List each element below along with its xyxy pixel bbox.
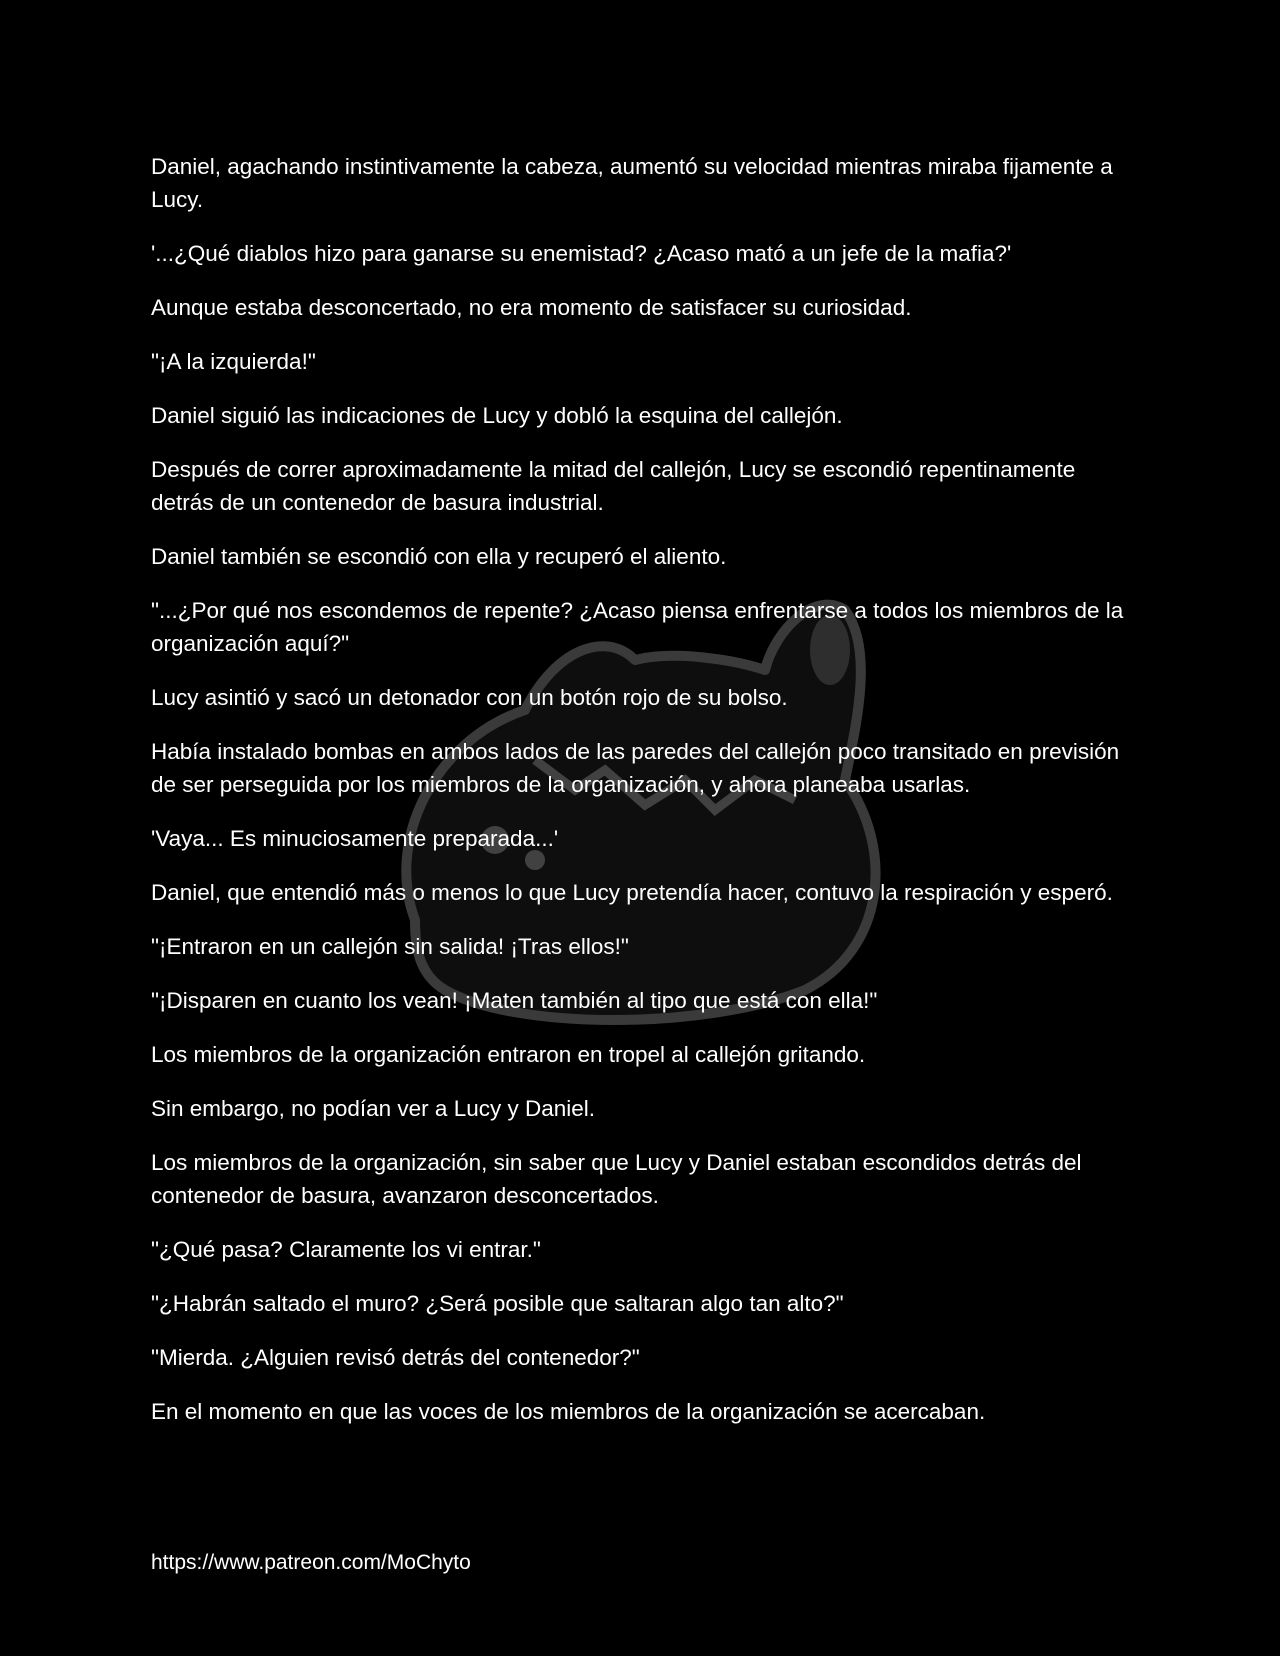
- paragraph: "¡A la izquierda!": [151, 349, 316, 374]
- paragraph: Sin embargo, no podían ver a Lucy y Daniel.: [151, 1096, 596, 1121]
- paragraph: Daniel, agachando instintivamente la cabeza, aumentó su velocidad mientras miraba fijamente a Lucy.: [151, 154, 1113, 212]
- paragraph: Daniel también se escondió con ella y recuperó el aliento.: [151, 544, 727, 569]
- paragraph: 'Vaya... Es minuciosamente preparada...': [151, 826, 559, 851]
- paragraph: "...¿Por qué nos escondemos de repente? ¿Acaso piensa enfrentarse a todos los miembros de la organización aquí?": [151, 598, 1124, 656]
- patreon-link[interactable]: https://www.patreon.com/MoChyto: [151, 1551, 471, 1574]
- story-text: [151, 150, 1141, 1449]
- paragraph: "¡Entraron en un callejón sin salida! ¡Tras ellos!": [151, 934, 629, 959]
- paragraph: "¿Qué pasa? Claramente los vi entrar.": [151, 1237, 541, 1262]
- paragraph: Daniel, que entendió más o menos lo que Lucy pretendía hacer, contuvo la respiración y esperó.: [151, 880, 1113, 905]
- paragraph: Daniel siguió las indicaciones de Lucy y dobló la esquina del callejón.: [151, 403, 843, 428]
- paragraph: "¿Habrán saltado el muro? ¿Será posible que saltaran algo tan alto?": [151, 1291, 844, 1316]
- paragraph: Había instalado bombas en ambos lados de las paredes del callejón poco transitado en previsión de ser perseguida por los miembros de la organización, y ahora planeaba usarlas.: [151, 739, 1120, 797]
- paragraph: "¡Disparen en cuanto los vean! ¡Maten también al tipo que está con ella!": [151, 988, 878, 1013]
- paragraph: Aunque estaba desconcertado, no era momento de satisfacer su curiosidad.: [151, 295, 912, 320]
- paragraph: Los miembros de la organización entraron en tropel al callejón gritando.: [151, 1042, 866, 1067]
- paragraph: Lucy asintió y sacó un detonador con un botón rojo de su bolso.: [151, 685, 788, 710]
- paragraph: '...¿Qué diablos hizo para ganarse su enemistad? ¿Acaso mató a un jefe de la mafia?': [151, 241, 1012, 266]
- paragraph: Después de correr aproximadamente la mitad del callejón, Lucy se escondió repentinamente detrás de un contenedor de basura industrial.: [151, 457, 1076, 515]
- paragraph: En el momento en que las voces de los miembros de la organización se acercaban.: [151, 1399, 986, 1424]
- paragraph: "Mierda. ¿Alguien revisó detrás del contenedor?": [151, 1345, 640, 1370]
- paragraph: Los miembros de la organización, sin saber que Lucy y Daniel estaban escondidos detrás del contenedor de basura, avanzaron desconcertados.: [151, 1150, 1082, 1208]
